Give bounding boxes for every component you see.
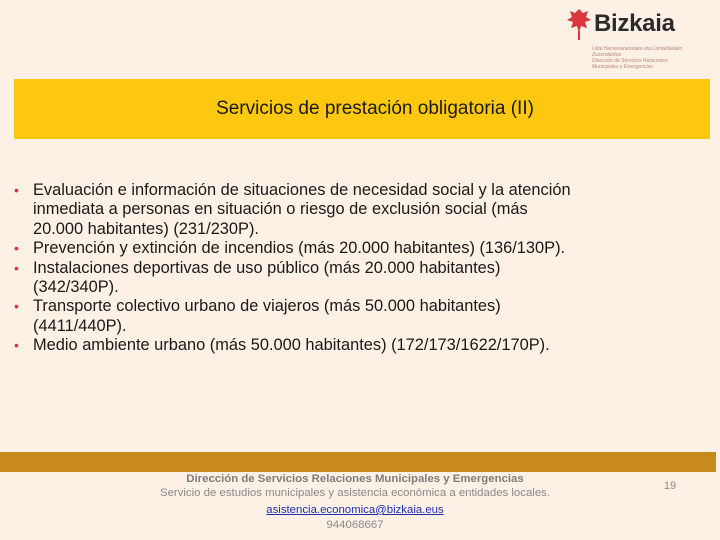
- footer-contact: [140, 472, 570, 532]
- bullet-text: Transporte colectivo urbano de viajeros (más 50.000 habitantes): [33, 297, 501, 316]
- logo-wordmark: Bizkaia: [594, 10, 675, 37]
- logo-subtitle-line: Udal Harremanetarako eta Larrialdietako: [592, 46, 683, 52]
- bullet-item: [14, 181, 694, 239]
- footer-title: Dirección de Servicios Relaciones Municipales y Emergencias: [186, 473, 524, 485]
- bullet-text: Prevención y extinción de incendios (más 20.000 habitantes) (136/130P).: [33, 239, 566, 258]
- bullet-text: 20.000 habitantes) (231/230P).: [33, 219, 259, 238]
- leaf-icon: [566, 7, 592, 41]
- footer-email-link[interactable]: asistencia.economica@bizkaia.eus: [266, 504, 444, 516]
- bullet-text: Medio ambiente urbano (más 50.000 habitantes) (172/173/1622/170P).: [33, 336, 550, 355]
- slide-title: Servicios de prestación obligatoria (II): [216, 98, 534, 119]
- logo-subtitle-line: Dirección de Servicios Relaciones: [592, 58, 668, 64]
- bullet-dot: •: [14, 259, 19, 276]
- logo-subtitle-line: Municipales y Emergencias: [592, 64, 653, 70]
- bullet-text: inmediata a personas en situación o riesgo de exclusión social (más: [33, 200, 528, 219]
- logo-row: [566, 6, 716, 42]
- bizkaia-logo: [566, 6, 716, 80]
- bullet-dot: •: [14, 182, 19, 198]
- bullet-dot: •: [14, 337, 19, 354]
- bullet-text: (4411/440P).: [33, 316, 127, 335]
- bullet-text: Instalaciones deportivas de uso público (más 20.000 habitantes): [33, 258, 501, 277]
- logo-subtitle: [592, 46, 716, 70]
- bullet-text: (342/340P).: [33, 278, 119, 297]
- footer-service: Servicio de estudios municipales y asistencia económica a entidades locales.: [159, 487, 551, 499]
- bullet-item: [14, 297, 694, 336]
- bullet-item: [14, 336, 694, 355]
- footer-bar: [0, 452, 716, 472]
- bullet-item: [14, 239, 694, 258]
- bullet-list: [14, 181, 694, 356]
- title-band: [14, 79, 710, 139]
- logo-subtitle-line: Zuzendaritza: [592, 52, 621, 58]
- footer-phone: 944068667: [326, 519, 384, 531]
- bullet-dot: •: [14, 240, 19, 257]
- page-number: 19: [663, 480, 677, 492]
- bullet-text: Evaluación e información de situaciones de necesidad social y la atención: [33, 181, 571, 199]
- bullet-dot: •: [14, 298, 19, 315]
- bullet-item: [14, 259, 694, 298]
